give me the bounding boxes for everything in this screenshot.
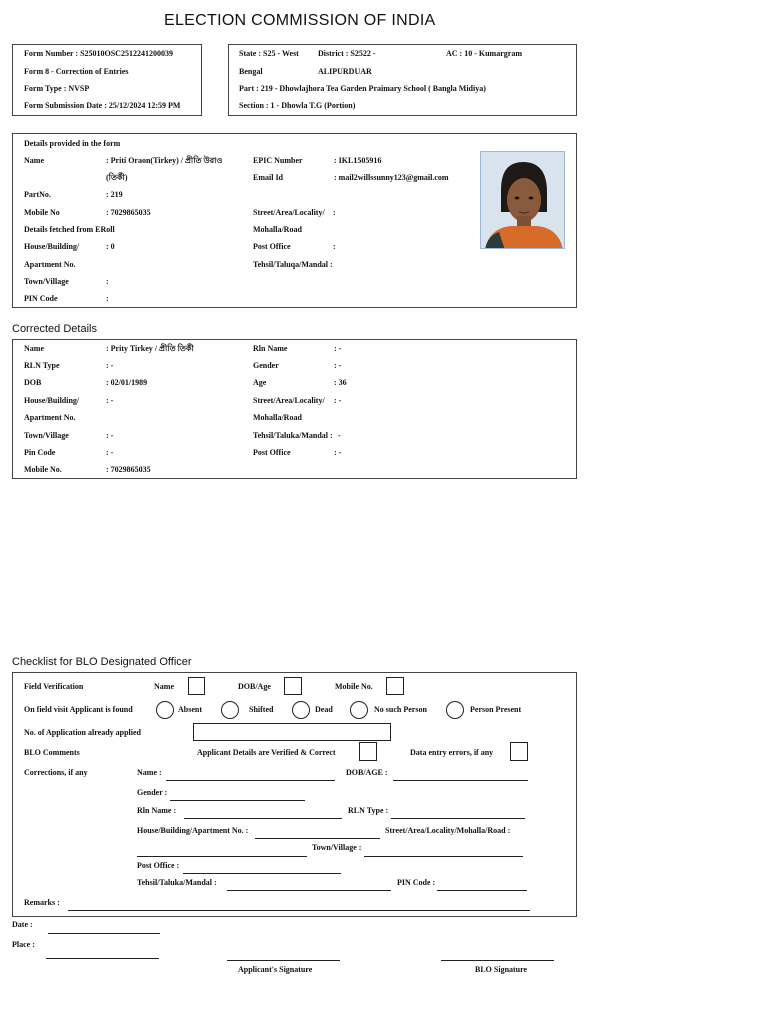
shifted-radio[interactable] xyxy=(221,701,239,719)
place-field[interactable] xyxy=(46,958,159,959)
cd-pin-value: : - xyxy=(106,448,114,457)
applicant-photo-image xyxy=(481,152,565,249)
section-label: Section : 1 - Dhowla T.G (Portion) xyxy=(239,101,356,110)
dead-label: Dead xyxy=(315,705,333,714)
cd-house-label: House/Building/ xyxy=(24,396,80,405)
cd-mobile-label: Mobile No. xyxy=(24,465,62,474)
dp-mobile-value: : 7029865035 xyxy=(106,208,151,217)
dp-town-label: Town/Village xyxy=(24,277,69,286)
cd-rln-name-value: : - xyxy=(334,344,342,353)
page-title: ELECTION COMMISSION OF INDIA xyxy=(164,12,436,29)
dp-email-value: : mail2willssunny123@gmail.com xyxy=(334,173,449,182)
cd-postoffice-value: : - xyxy=(334,448,342,457)
fv-mobile-label: Mobile No. xyxy=(335,682,373,691)
corrected-details-box xyxy=(12,339,577,479)
dp-partno-label: PartNo. xyxy=(24,190,51,199)
dead-radio[interactable] xyxy=(292,701,310,719)
cd-mohalla-label: Mohalla/Road xyxy=(253,413,302,422)
applicant-signature-line[interactable] xyxy=(227,960,340,961)
blo-signature-line[interactable] xyxy=(441,960,554,961)
no-such-person-radio[interactable] xyxy=(350,701,368,719)
part-label: Part : 219 - Dhowlajhora Tea Garden Praimary School ( Bangla Midiya) xyxy=(239,84,486,93)
dp-postoffice-value: : xyxy=(333,242,336,251)
absent-label: Absent xyxy=(178,705,203,714)
corr-rln-type-label: RLN Type : xyxy=(348,806,389,815)
fv-name-checkbox[interactable] xyxy=(188,677,205,695)
corr-town-field[interactable] xyxy=(364,856,523,857)
district-label-2: ALIPURDUAR xyxy=(318,67,372,76)
corr-house-label: House/Building/Apartment No. : xyxy=(137,826,249,835)
cd-town-label: Town/Village xyxy=(24,431,69,440)
data-entry-errors-label: Data entry errors, if any xyxy=(410,748,494,757)
dp-email-label: Email Id xyxy=(253,173,284,182)
cd-street-value: : - xyxy=(334,396,342,405)
place-label: Place : xyxy=(12,940,35,949)
remarks-label: Remarks : xyxy=(24,898,60,907)
cd-tehsil-value: - xyxy=(338,431,341,440)
blo-signature-label: BLO Signature xyxy=(475,965,528,974)
cd-apartment-label: Apartment No. xyxy=(24,413,76,422)
cd-age-label: Age xyxy=(253,378,267,387)
absent-radio[interactable] xyxy=(156,701,174,719)
person-present-radio[interactable] xyxy=(446,701,464,719)
shifted-label: Shifted xyxy=(249,705,274,714)
corr-name-label: Name : xyxy=(137,768,162,777)
dp-street-label: Street/Area/Locality/ xyxy=(253,208,325,217)
corr-street-field[interactable] xyxy=(137,856,307,857)
corr-town-label: Town/Village : xyxy=(312,843,362,852)
corr-post-office-field[interactable] xyxy=(183,873,341,874)
cd-postoffice-label: Post Office xyxy=(253,448,291,457)
cd-street-label: Street/Area/Locality/ xyxy=(253,396,325,405)
fv-mobile-checkbox[interactable] xyxy=(386,677,404,695)
dp-apartment-label: Apartment No. xyxy=(24,260,76,269)
cd-mobile-value: : 7029865035 xyxy=(106,465,151,474)
form-submission-date: Form Submission Date : 25/12/2024 12:59 PM xyxy=(24,101,181,110)
corr-rln-name-field[interactable] xyxy=(184,818,342,819)
cd-name-label: Name xyxy=(24,344,44,353)
cd-dob-value: : 02/01/1989 xyxy=(106,378,148,387)
corr-street-label: Street/Area/Locality/Mohalla/Road : xyxy=(385,826,511,835)
cd-name-value: : Prity Tirkey / প্রীতি তির্কী xyxy=(106,344,194,353)
fv-dob-age-checkbox[interactable] xyxy=(284,677,302,695)
dp-tehsil-label: Tehsil/Taluqa/Mandal : xyxy=(253,260,333,269)
dp-partno-value: : 219 xyxy=(106,190,123,199)
verified-correct-label: Applicant Details are Verified & Correct xyxy=(197,748,336,757)
form-number: Form Number : S25010OSC2512241200039 xyxy=(24,49,173,58)
verified-correct-checkbox[interactable] xyxy=(359,742,377,761)
cd-town-value: : - xyxy=(106,431,114,440)
details-provided-heading: Details provided in the form xyxy=(24,139,121,148)
corr-tehsil-field[interactable] xyxy=(227,890,391,891)
dp-house-label: House/Building/ xyxy=(24,242,80,251)
remarks-field[interactable] xyxy=(68,910,530,911)
dp-pin-label: PIN Code xyxy=(24,294,58,303)
state-label: State : S25 - West xyxy=(239,49,299,58)
cd-house-value: : - xyxy=(106,396,114,405)
ac-label: AC : 10 - Kumargram xyxy=(446,49,522,58)
dp-town-value: : xyxy=(106,277,109,286)
cd-gender-value: : - xyxy=(334,361,342,370)
date-field[interactable] xyxy=(48,933,160,934)
no-of-application-input[interactable] xyxy=(193,723,391,741)
corr-dob-age-field[interactable] xyxy=(393,780,528,781)
district-label: District : S2522 - xyxy=(318,49,376,58)
cd-age-value: : 36 xyxy=(334,378,347,387)
date-label: Date : xyxy=(12,920,33,929)
checklist-heading: Checklist for BLO Designated Officer xyxy=(12,656,192,668)
corr-name-field[interactable] xyxy=(166,780,335,781)
fv-name-label: Name xyxy=(154,682,174,691)
cd-tehsil-label: Tehsil/Taluka/Mandal : xyxy=(253,431,333,440)
applicant-signature-label: Applicant's Signature xyxy=(238,965,313,974)
state-label-2: Bengal xyxy=(239,67,263,76)
dp-mohalla-label: Mohalla/Road xyxy=(253,225,302,234)
dp-street-value: : xyxy=(333,208,336,217)
dp-mobile-label: Mobile No xyxy=(24,208,60,217)
dp-name-value-2: (তির্কী) xyxy=(106,173,128,182)
corr-gender-field[interactable] xyxy=(170,800,305,801)
on-field-visit-label: On field visit Applicant is found xyxy=(24,705,133,714)
corrected-details-heading: Corrected Details xyxy=(12,323,97,335)
cd-gender-label: Gender xyxy=(253,361,279,370)
cd-pin-label: Pin Code xyxy=(24,448,56,457)
corr-house-field[interactable] xyxy=(255,838,380,839)
corr-gender-label: Gender : xyxy=(137,788,168,797)
no-of-application-label: No. of Application already applied xyxy=(24,728,141,737)
dp-postoffice-label: Post Office xyxy=(253,242,291,251)
form-name: Form 8 - Correction of Entries xyxy=(24,67,129,76)
dp-fetched-label: Details fetched from ERoll xyxy=(24,225,115,234)
corrections-label: Corrections, if any xyxy=(24,768,88,777)
cd-rln-type-value: : - xyxy=(106,361,114,370)
no-such-person-label: No such Person xyxy=(374,705,427,714)
dp-name-label: Name xyxy=(24,156,44,165)
data-entry-errors-checkbox[interactable] xyxy=(510,742,528,761)
dp-epic-value: : IKL1505916 xyxy=(334,156,382,165)
applicant-photo xyxy=(480,151,565,249)
corr-post-office-label: Post Office : xyxy=(137,861,180,870)
dp-epic-label: EPIC Number xyxy=(253,156,303,165)
corr-rln-name-label: Rln Name : xyxy=(137,806,177,815)
corr-pin-field[interactable] xyxy=(437,890,527,891)
dp-name-value: : Priti Oraon(Tirkey) / প্রীতি উরাও xyxy=(106,156,223,165)
field-verification-label: Field Verification xyxy=(24,682,84,691)
corr-tehsil-label: Tehsil/Taluka/Mandal : xyxy=(137,878,217,887)
corr-rln-type-field[interactable] xyxy=(391,818,525,819)
fv-dob-age-label: DOB/Age xyxy=(238,682,271,691)
cd-rln-name-label: Rln Name xyxy=(253,344,288,353)
cd-rln-type-label: RLN Type xyxy=(24,361,60,370)
cd-dob-label: DOB xyxy=(24,378,42,387)
corr-dob-age-label: DOB/AGE : xyxy=(346,768,388,777)
dp-pin-value: : xyxy=(106,294,109,303)
person-present-label: Person Present xyxy=(470,705,522,714)
blo-comments-label: BLO Comments xyxy=(24,748,80,757)
dp-house-value: : 0 xyxy=(106,242,115,251)
corr-pin-label: PIN Code : xyxy=(397,878,436,887)
form-type: Form Type : NVSP xyxy=(24,84,90,93)
